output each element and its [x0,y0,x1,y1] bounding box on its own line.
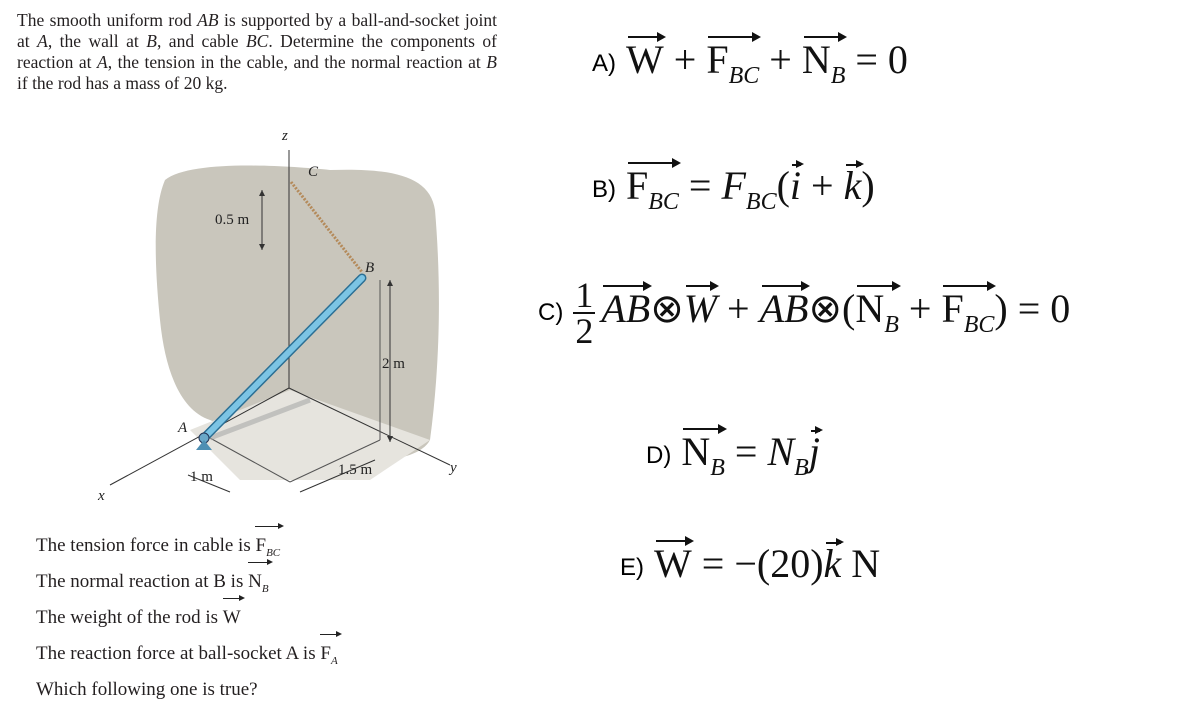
numerator: 1 [575,275,594,315]
vec-w [223,600,241,636]
dim-05-label: 0.5 m [215,212,250,228]
problem-text: , the tension in the cable, and the normal reaction at [107,52,487,72]
operator: + [801,163,844,208]
problem-text: if the rod has a mass of 20 kg. [17,73,228,93]
vec-nb [801,36,846,89]
scalar-n: N [767,429,795,474]
def-normal [36,564,456,600]
operator: = [678,163,722,208]
unit-vec-k: k [843,163,862,208]
cross-product: ⊗ [650,286,684,332]
unit-vec-i: i [789,163,802,208]
unit-vec-k: k [823,541,842,586]
problem-text: The smooth uniform rod [17,10,198,30]
def-text: The reaction force at ball-socket A is [36,643,321,664]
vec-symbol: F [626,163,649,208]
paren: ( [776,163,790,208]
rod-diagram [70,120,540,520]
vec-fbc [706,36,760,89]
option-a-label: A) [592,49,616,77]
definitions [36,528,456,708]
operator: + [898,286,942,332]
vec-w [626,36,664,83]
vec-fa [320,636,337,674]
vec-subscript: BC [728,63,760,89]
problem-cable-label: BC [245,31,269,51]
vec-fbc [941,285,995,339]
paren: ) [861,163,875,208]
option-d-label: D) [646,441,672,469]
paren: ( [842,286,856,332]
denominator: 2 [575,311,594,351]
operator: + [717,286,760,332]
option-b-label: B) [592,175,616,203]
def-weight [36,600,456,636]
vec-subscript: B [710,455,725,481]
vec-symbol: F [941,286,964,332]
def-text: The normal reaction at B is [36,571,249,592]
vec-subscript: A [330,655,338,667]
vec-symbol: N [855,286,885,332]
vec-symbol: N [248,571,262,592]
rod-figure [70,120,540,520]
x-axis-label: x [98,488,105,504]
vec-subscript: B [884,312,899,339]
problem-rod-label: AB [197,10,219,30]
vec-symbol: N [801,37,831,82]
z-axis-label: z [282,128,288,144]
cross-product: ⊗ [808,286,842,332]
operator: + [759,37,802,82]
option-b[interactable] [592,162,875,215]
vec-subscript: BC [963,312,995,339]
vec-symbol: F [255,535,267,556]
problem-text: . Determine the components of reaction at [17,31,497,72]
vec-symbol: W [626,37,664,82]
problem-text: , and cable [156,31,246,51]
option-e-label: E) [620,553,644,581]
def-reaction [36,636,456,672]
fraction-half [573,275,595,351]
point-a-label: A [178,420,188,436]
scalar-subscript: BC [745,189,777,215]
problem-text: is supported by a ball-and-socket joint at [17,10,498,51]
vec-subscript: BC [266,547,281,559]
operator: = −(20) [691,541,824,586]
operator: + [663,37,707,82]
unit-vec-j: j [808,429,820,474]
option-a[interactable] [592,36,908,89]
y-axis-label: y [450,460,457,476]
vec-ab: AB [759,286,809,332]
scalar-subscript: B [794,455,809,481]
option-c-label: C) [538,299,564,326]
equals-zero: ) = 0 [994,286,1071,332]
scalar-f: F [721,163,746,208]
option-c[interactable] [538,275,1071,351]
option-e[interactable] [620,540,880,587]
vec-ab: AB [601,286,651,332]
point-c-label: C [308,164,319,180]
dim-1-label: 1 m [190,469,213,485]
vec-nb [681,428,725,481]
point-b-label: B [365,260,375,276]
problem-text: , the wall at [47,31,147,51]
unit-newton: N [841,541,881,586]
vec-subscript: B [261,583,269,595]
vec-subscript: B [830,63,846,89]
def-tension [36,528,456,564]
vec-w: W [683,286,718,332]
problem-point-a: A [97,52,108,72]
vec-symbol: N [681,429,711,474]
vec-w: W [654,541,692,586]
vec-symbol: F [706,37,729,82]
problem-statement [17,10,497,94]
def-text: The tension force in cable is [36,535,256,556]
vec-fbc [626,162,679,215]
equals-zero: = 0 [845,37,908,82]
vec-nb [855,285,899,339]
operator: = [724,429,768,474]
vec-symbol: W [222,607,241,628]
option-d[interactable] [646,428,820,481]
def-text: The weight of the rod is [36,607,223,628]
vec-subscript: BC [648,189,679,215]
dim-2-label: 2 m [382,356,405,372]
vec-symbol: F [320,643,331,664]
vec-nb [248,564,268,602]
question [36,672,456,708]
problem-point-b: B [146,31,157,51]
question-text: Which following one is true? [36,679,258,700]
problem-point-b: B [486,52,497,72]
problem-point-a: A [37,31,48,51]
dim-15-label: 1.5 m [338,462,373,478]
